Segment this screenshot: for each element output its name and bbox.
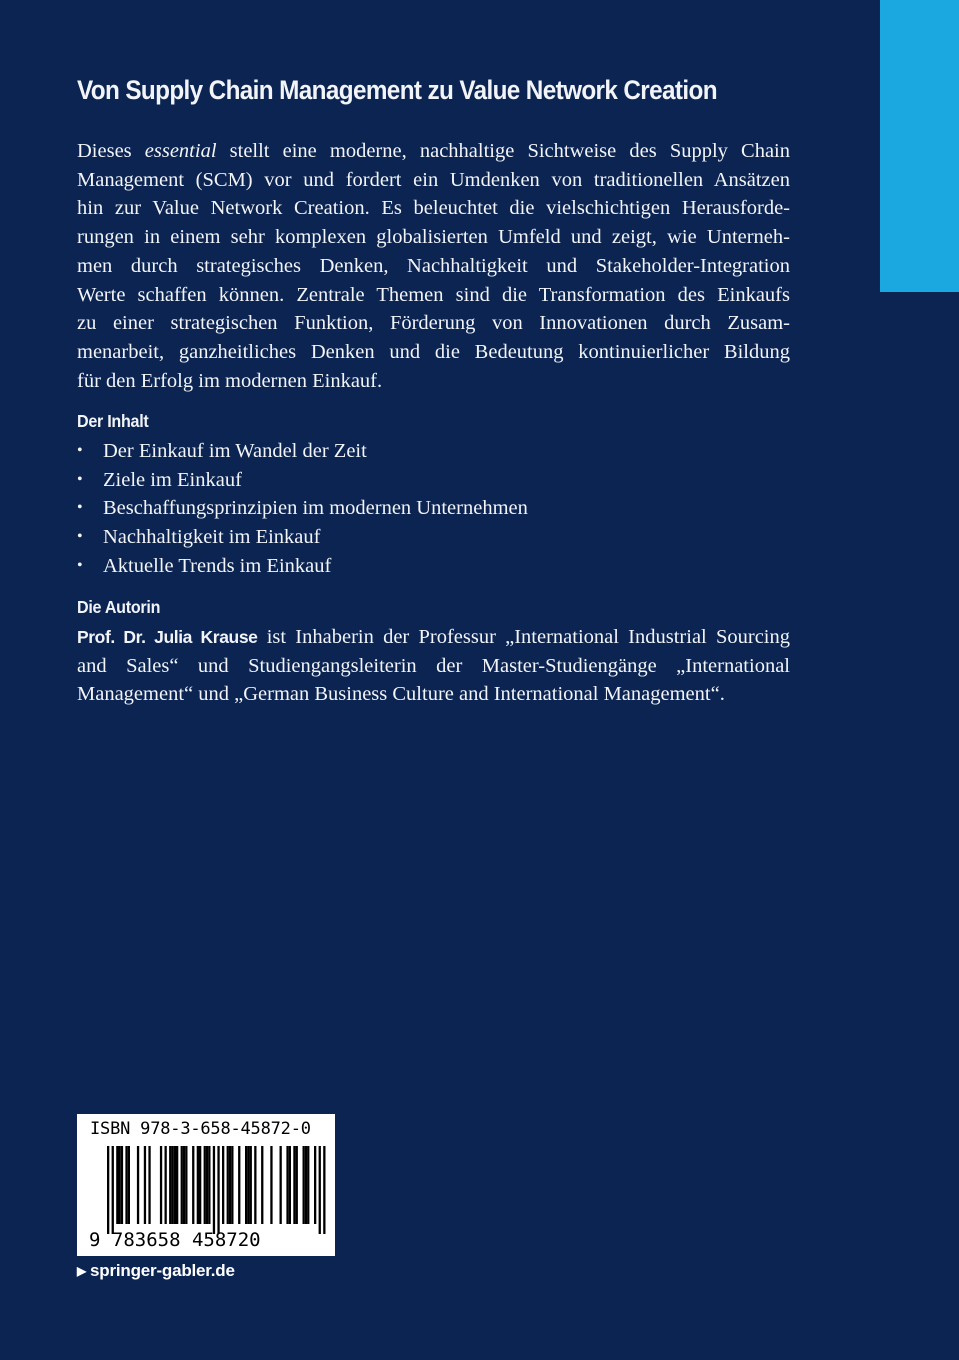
barcode-digits: 9 783658 458720 — [89, 1229, 261, 1251]
intro-line: hin zur Value Network Creation. Es beleuchtet die vielschichtigen Herausforde- — [77, 197, 790, 220]
barcode-bar — [227, 1146, 229, 1224]
list-item: • Ziele im Einkauf — [77, 466, 528, 495]
contents-list — [77, 437, 528, 581]
barcode-bar — [319, 1146, 321, 1234]
barcode-bar — [305, 1146, 307, 1224]
intro-line: Werte schaffen können. Zentrale Themen sind die Transformation des Einkaufs — [77, 283, 790, 306]
barcode-bar — [144, 1146, 146, 1224]
author-line: and Sales“ und Studiengangsleiterin der Master-Studiengänge „International — [77, 654, 790, 677]
barcode-bar — [217, 1146, 219, 1234]
barcode-bar — [165, 1146, 167, 1224]
list-item: • Aktuelle Trends im Einkauf — [77, 552, 528, 581]
barcode-bar — [247, 1146, 249, 1224]
barcode-bar — [107, 1146, 109, 1234]
barcode-bar — [119, 1146, 121, 1224]
barcode-bar — [238, 1146, 240, 1224]
accent-bar — [880, 0, 959, 292]
bullet-icon: • — [77, 470, 83, 488]
intro-line: Dieses essential stellt eine moderne, nachhaltige Sichtweise des Supply Chain — [77, 140, 790, 162]
barcode-bar — [192, 1146, 194, 1224]
intro-line: men durch strategisches Denken, Nachhaltigkeit und Stakeholder-Integration — [77, 254, 790, 277]
barcode-bar — [323, 1146, 325, 1234]
barcode-bar — [245, 1146, 247, 1224]
back-cover-title: Von Supply Chain Management zu Value Network Creation — [77, 75, 717, 105]
bullet-icon: • — [77, 499, 83, 517]
barcode-bar — [125, 1146, 127, 1224]
publisher-link[interactable]: ▶ springer-gabler.de — [77, 1261, 235, 1280]
barcode-bar — [128, 1146, 130, 1224]
barcode-bar — [176, 1146, 178, 1224]
intro-line: rungen in einem sehr komplexen globalisierten Umfeld und zeigt, wie Unterneh- — [77, 226, 790, 249]
barcode-bar — [183, 1146, 185, 1224]
barcode-bar — [213, 1146, 215, 1234]
barcode-bar — [231, 1146, 233, 1224]
author-line: Prof. Dr. Julia Krause ist Inhaberin der Professur „International Industrial Sourcing — [77, 626, 790, 648]
bullet-icon: • — [77, 556, 83, 574]
intro-line: für den Erfolg im modernen Einkauf. — [77, 369, 383, 392]
barcode-bar — [112, 1146, 114, 1234]
bullet-icon: • — [77, 528, 83, 546]
barcode-bar — [171, 1146, 173, 1224]
barcode-bar — [208, 1146, 210, 1224]
barcode-bar — [289, 1146, 291, 1224]
barcode-bar — [314, 1146, 316, 1224]
contents-heading: Der Inhalt — [77, 411, 149, 431]
arrow-right-icon: ▶ — [77, 1264, 87, 1278]
bullet-icon: • — [77, 442, 83, 459]
barcode-bar — [181, 1146, 183, 1224]
list-item: • Beschaffungsprinzipien im modernen Unternehmen — [77, 494, 528, 523]
barcode-bar — [303, 1146, 305, 1224]
barcode-bar — [206, 1146, 208, 1224]
barcode-bar — [116, 1146, 118, 1224]
intro-line: menarbeit, ganzheitliches Denken und die Bedeutung kontinuierlicher Bildung — [77, 340, 790, 363]
barcode-bar — [286, 1146, 288, 1224]
author-line: Management“ und „German Business Culture and International Management“. — [77, 683, 725, 706]
author-bio — [77, 623, 790, 709]
essential-emphasis: essential — [144, 140, 217, 162]
intro-paragraph — [77, 137, 790, 395]
list-item: • Nachhaltigkeit im Einkauf — [77, 523, 528, 552]
barcode-bar — [296, 1146, 298, 1224]
barcode-bar — [270, 1146, 272, 1224]
isbn-label: ISBN 978-3-658-45872-0 — [90, 1119, 311, 1139]
author-name: Prof. Dr. Julia Krause — [77, 627, 258, 647]
barcode-bar — [261, 1146, 263, 1224]
barcode-bar — [148, 1146, 150, 1224]
barcode-bar — [307, 1146, 309, 1224]
barcode-bar — [160, 1146, 162, 1224]
barcode-bar — [197, 1146, 199, 1224]
barcode-bar — [250, 1146, 252, 1224]
list-item: • Der Einkauf im Wandel der Zeit — [77, 437, 528, 466]
barcode-bar — [280, 1146, 282, 1224]
barcode-bar — [229, 1146, 231, 1224]
barcode-bar — [169, 1146, 171, 1224]
barcode-bar — [185, 1146, 187, 1224]
isbn-barcode — [77, 1114, 335, 1256]
barcode-bar — [293, 1146, 295, 1224]
intro-line: zu einer strategischen Funktion, Förderung von Innovationen durch Zusam- — [77, 312, 790, 335]
barcode-bar — [137, 1146, 139, 1224]
barcode-bar — [254, 1146, 256, 1224]
author-heading: Die Autorin — [77, 597, 161, 617]
barcode-bar — [199, 1146, 201, 1224]
barcode-bar — [204, 1146, 206, 1224]
barcode-bar — [121, 1146, 123, 1224]
intro-line: Management (SCM) vor und fordert ein Umdenken von traditionellen Ansätzen — [77, 168, 790, 191]
barcode-bar — [174, 1146, 176, 1224]
barcode-bar — [222, 1146, 224, 1224]
